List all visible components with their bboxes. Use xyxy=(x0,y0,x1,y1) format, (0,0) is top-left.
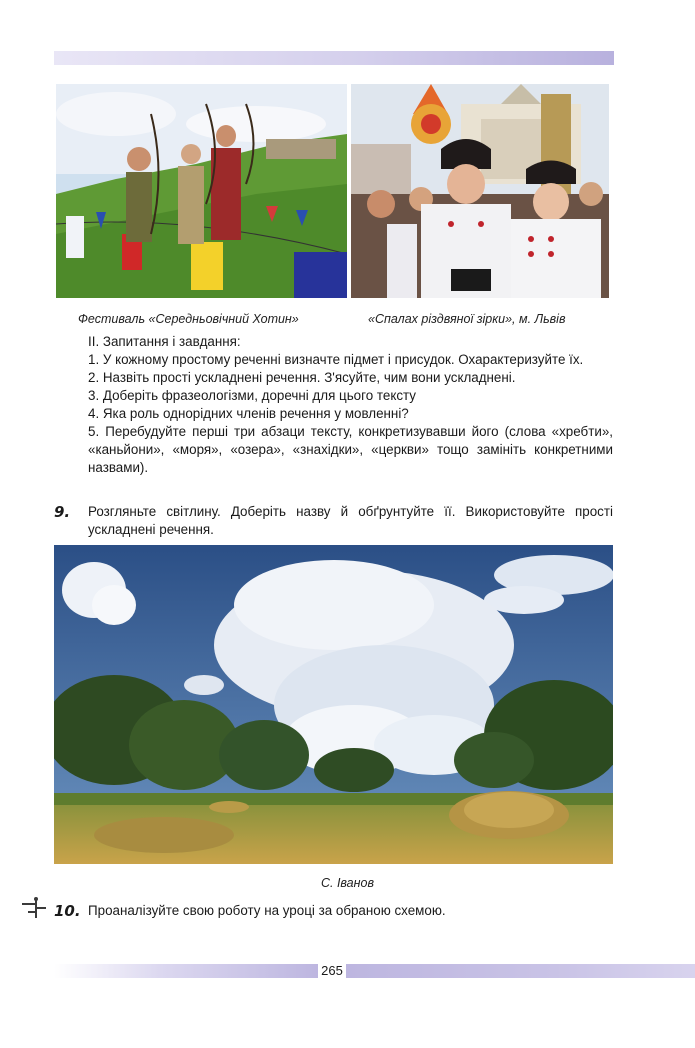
top-decorative-rule xyxy=(54,51,614,65)
question-item: 3. Доберіть фразеологізми, доречні для цього тексту xyxy=(88,388,416,403)
question-item: 5. Перебудуйте перші три абзаци тексту, конкретизувавши його (слова «хребти», «каньйони», «моря», «озера», «знахідки», «церкви» тощо замініть конкретними назвами). xyxy=(88,424,613,475)
question-item: 4. Яка роль однорідних членів речення у мовленні? xyxy=(88,406,409,421)
scheme-icon xyxy=(20,896,48,920)
photo-landscape-clouds xyxy=(54,545,613,864)
photo-credit: С. Іванов xyxy=(320,876,374,890)
page-number: 265 xyxy=(321,963,343,978)
section-heading: ІІ. Запитання і завдання: xyxy=(88,334,241,349)
bottom-decorative-rule-right xyxy=(346,964,695,978)
question-item: 2. Назвіть прості ускладнені речення. З'ясуйте, чим вони ускладнені. xyxy=(88,370,516,385)
caption-right-photo: «Спалах різдвяної зірки», м. Львів xyxy=(368,312,566,326)
question-item: 1. У кожному простому реченні визначте підмет і присудок. Охарактеризуйте їх. xyxy=(88,352,584,367)
task-9-number: 9. xyxy=(54,503,71,521)
photo-christmas-star-lviv xyxy=(351,84,609,298)
task-9-text: Розгляньте світлину. Доберіть назву й обґрунтуйте її. Використовуйте прості ускладнені речення. xyxy=(88,504,613,537)
task-10-text: Проаналізуйте свою роботу на уроці за обраною схемою. xyxy=(88,903,446,918)
photo-medieval-festival xyxy=(56,84,347,298)
bottom-decorative-rule-left xyxy=(54,964,318,978)
caption-left-photo: Фестиваль «Середньовічний Хотин» xyxy=(78,312,299,326)
questions-block xyxy=(88,333,613,477)
task-10-number: 10. xyxy=(54,902,81,920)
